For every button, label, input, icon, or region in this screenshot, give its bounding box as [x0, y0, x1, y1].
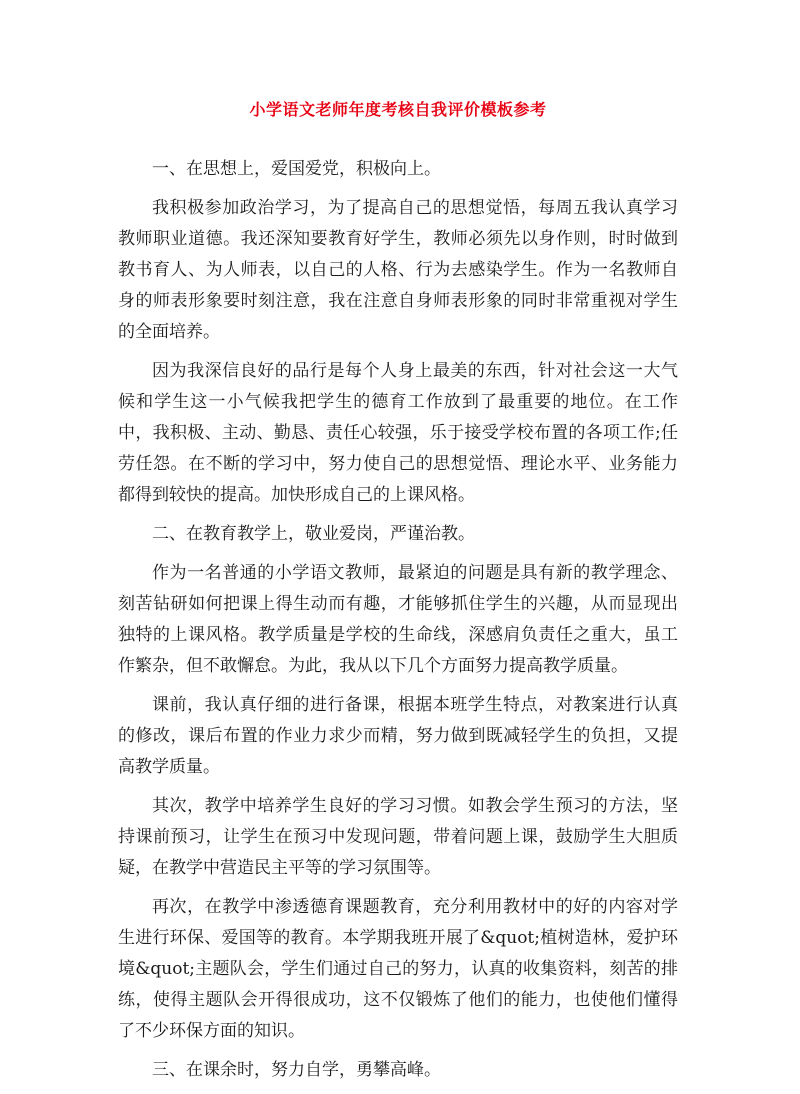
document-page [118, 98, 678, 1094]
body-paragraph: 因为我深信良好的品行是每个人身上最美的东西，针对社会这一大气候和学生这一小气候我把学生的德育工作放到了最重要的地位。在工作中，我积极、主动、勤恳、责任心较强，乐于接受学校布置的各项工作;任劳任怨。在不断的学习中，努力使自己的思想觉悟、理论水平、业务能力都得到较快的提高。加快形成自己的上课风格。 [118, 361, 678, 505]
body-paragraph: 课前，我认真仔细的进行备课，根据本班学生特点，对教案进行认真的修改，课后布置的作业力求少而精，努力做到既减轻学生的负担，又提高教学质量。 [118, 695, 678, 777]
body-paragraph: 其次，教学中培养学生良好的学习习惯。如教会学生预习的方法，坚持课前预习，让学生在预习中发现问题，带着问题上课，鼓励学生大胆质疑，在教学中营造民主平等的学习氛围等。 [118, 796, 678, 878]
body-paragraph: 作为一名普通的小学语文教师，最紧迫的问题是具有新的教学理念、刻苦钻研如何把课上得生动而有趣，才能够抓住学生的兴趣，从而显现出独特的上课风格。教学质量是学校的生命线，深感肩负责任之重大，虽工作繁杂，但不敢懈怠。为此，我从以下几个方面努力提高教学质量。 [118, 563, 678, 676]
section-heading-2: 二、在教育教学上，敬业爱岗，严谨治教。 [152, 524, 475, 544]
body-paragraph: 我积极参加政治学习，为了提高自己的思想觉悟，每周五我认真学习教师职业道德。我还深知要教育好学生，教师必须先以身作则，时时做到教书育人、为人师表，以自己的人格、行为去感染学生。作为一名教师自身的师表形象要时刻注意，我在注意自身师表形象的同时非常重视对学生的全面培养。 [118, 198, 678, 342]
section-heading-1: 一、在思想上，爱国爱党，积极向上。 [152, 159, 441, 179]
document-title: 小学语文老师年度考核自我评价模板参考 [249, 100, 547, 119]
body-paragraph: 再次，在教学中渗透德育课题教育，充分利用教材中的好的内容对学生进行环保、爱国等的教育。本学期我班开展了&quot;植树造林，爱护环境&quot;主题队会，学生们通过自己的努力，认真的收集资料，刻苦的排练，使得主题队会开得很成功，这不仅锻炼了他们的能力，也使他们懂得了不少环保方面的知识。 [118, 897, 678, 1041]
section-heading-3: 三、在课余时，努力自学，勇攀高峰。 [152, 1060, 441, 1080]
